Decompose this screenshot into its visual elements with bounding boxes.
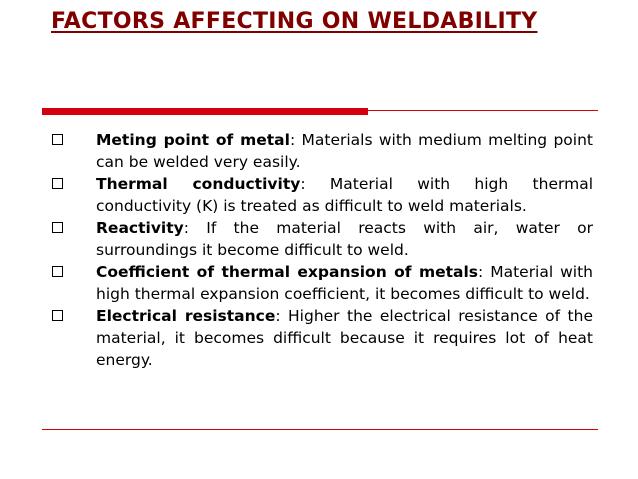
top-divider bbox=[42, 108, 598, 116]
factor-description: Material with high thermal expansion coefficient, it becomes difficult to weld. bbox=[96, 263, 593, 303]
list-item bbox=[48, 173, 593, 217]
bottom-divider bbox=[42, 429, 598, 430]
factor-term: Thermal conductivity bbox=[96, 175, 301, 193]
square-bullet-icon bbox=[52, 310, 63, 321]
list-item bbox=[48, 129, 593, 173]
square-bullet-icon bbox=[52, 266, 63, 277]
factor-separator: : bbox=[289, 131, 296, 149]
top-divider-thin bbox=[42, 110, 598, 111]
list-item bbox=[48, 261, 593, 305]
factor-description: Materials with medium melting point can be welded very easily. bbox=[96, 131, 593, 171]
square-bullet-icon bbox=[52, 178, 63, 189]
square-bullet-icon bbox=[52, 222, 63, 233]
slide-title: FACTORS AFFECTING ON WELDABILITY bbox=[51, 9, 538, 34]
factor-term: Reactivity bbox=[96, 219, 184, 237]
factor-description: If the material reacts with air, water or surroundings it become difficult to weld. bbox=[96, 219, 593, 259]
factor-list bbox=[48, 129, 593, 371]
factor-term: Meting point of metal bbox=[96, 131, 290, 149]
list-item bbox=[48, 217, 593, 261]
factor-description: Material with high thermal conductivity (K) is treated as difficult to weld materials. bbox=[96, 175, 593, 215]
factor-separator: : bbox=[300, 175, 306, 193]
square-bullet-icon bbox=[52, 134, 63, 145]
factor-separator: : bbox=[275, 307, 281, 325]
list-item bbox=[48, 305, 593, 371]
factor-separator: : bbox=[478, 263, 484, 281]
factor-separator: : bbox=[183, 219, 189, 237]
factor-term: Coefficient of thermal expansion of metals bbox=[96, 263, 479, 281]
factor-description: Higher the electrical resistance of the material, it becomes difficult because it requires lot of heat energy. bbox=[96, 307, 593, 369]
factor-term: Electrical resistance bbox=[96, 307, 276, 325]
